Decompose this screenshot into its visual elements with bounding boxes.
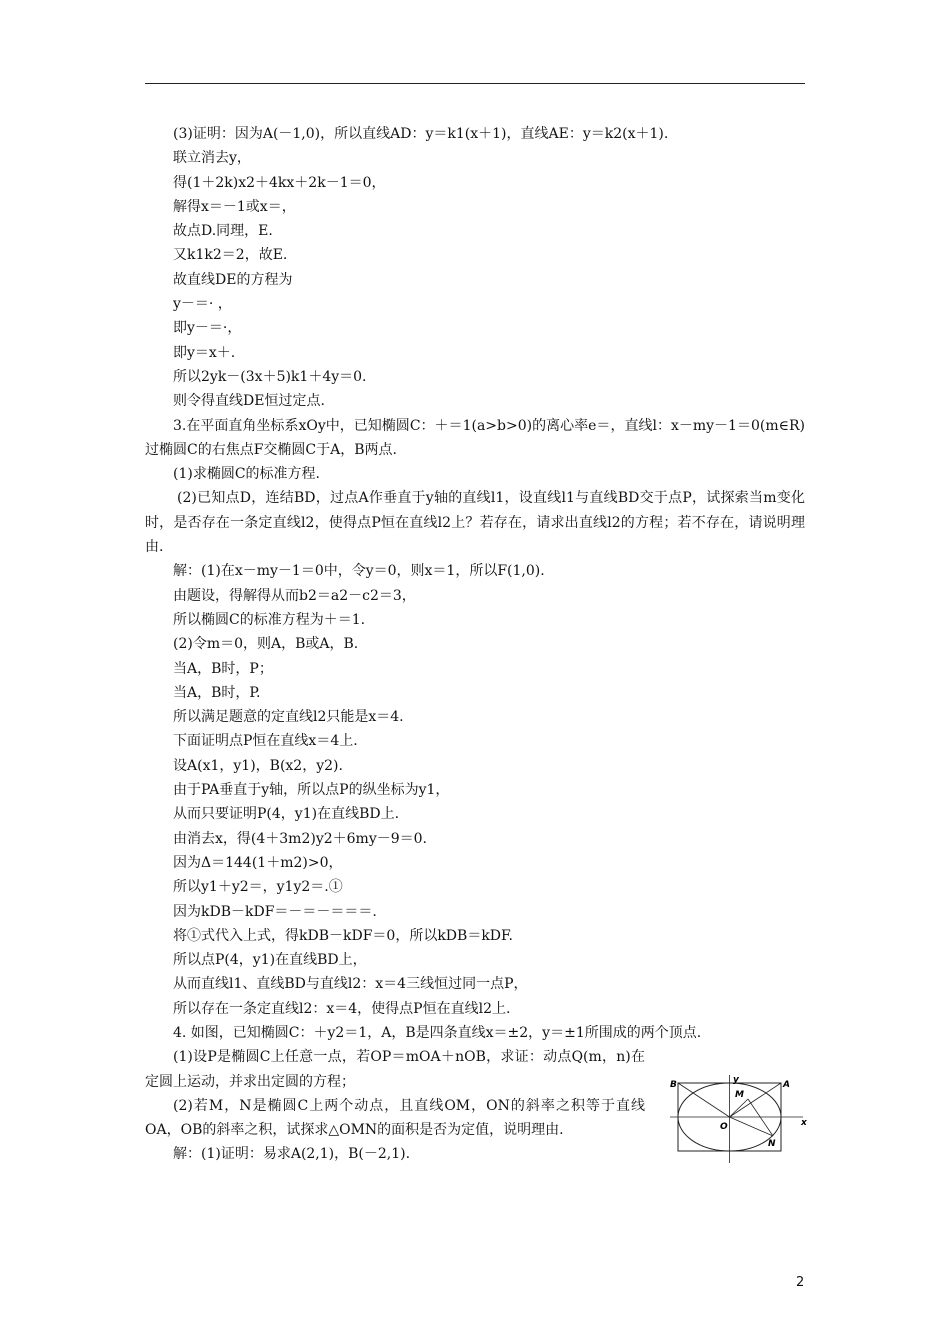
text-line: 又k1k2＝2，故E.	[173, 247, 288, 264]
problem3-q1: (1)求椭圆C的标准方程.	[173, 466, 320, 483]
text-line: (3)证明：因为A(－1,0)，所以直线AD：y＝k1(x＋1)，直线AE：y＝k2(x＋1).	[173, 126, 669, 142]
ellipse-figure	[670, 1073, 810, 1165]
solution-line: 由题设，得解得从而b2＝a2－c2＝3，	[173, 587, 416, 604]
label-y: y	[733, 1075, 739, 1085]
problem3-stem: 3.在平面直角坐标系xOy中，已知椭圆C：＋＝1(a>b>0)的离心率e＝，直线l：x－my－1＝0(m∈R)过椭圆C的右焦点F交椭圆C于A，B两点.	[145, 417, 805, 458]
solution-line: 当A，B时，P；	[173, 660, 273, 677]
solution-line: (2)令m＝0，则A，B或A，B.	[173, 636, 359, 653]
label-a: A	[783, 1080, 790, 1090]
solution-line: 解：(1)在x－my－1＝0中，令y＝0，则x＝1，所以F(1,0).	[173, 563, 545, 580]
solution-line: 当A，B时，P.	[173, 684, 261, 701]
problem4-q2: (2)若M，N是椭圆C上两个动点，且直线OM，ON的斜率之积等于直线OA，OB的斜率之积，试探求△OMN的面积是否为定值，说明理由.	[145, 1097, 645, 1139]
problem4-stem: 4. 如图，已知椭圆C：＋y2＝1，A，B是四条直线x＝±2，y＝±1所围成的两个顶点.	[173, 1024, 702, 1041]
text-line: 联立消去y，	[173, 150, 251, 167]
solution-line: 所以点P(4，y1)在直线BD上，	[173, 952, 367, 969]
text-line: 故点D.同理，E.	[173, 223, 273, 240]
text-line: 所以2yk－(3x＋5)k1＋4y＝0.	[173, 368, 367, 385]
label-n: N	[768, 1139, 776, 1149]
text-line: 即y＝x＋.	[173, 344, 236, 361]
solution-line: 所以y1＋y2＝，y1y2＝.①	[173, 879, 343, 896]
header-rule	[145, 83, 805, 84]
text-line: 得(1＋2k)x2＋4kx＋2k－1＝0，	[173, 174, 386, 191]
line-oa	[730, 1083, 782, 1117]
solution-line: 所以椭圆C的标准方程为＋＝1.	[173, 611, 366, 628]
solution-line: 所以存在一条定直线l2：x＝4，使得点P恒在直线l2上.	[173, 1000, 511, 1017]
solution-line: 从而直线l1、直线BD与直线l2：x＝4三线恒过同一点P，	[173, 976, 528, 993]
problem4-solution-start: 解：(1)证明：易求A(2,1)，B(－2,1).	[173, 1146, 411, 1163]
text-line: 则令得直线DE恒过定点.	[173, 393, 325, 410]
solution-line: 因为Δ＝144(1＋m2)>0，	[173, 854, 343, 871]
text-line: 故直线DE的方程为	[173, 271, 293, 288]
label-o: O	[720, 1122, 728, 1132]
solution-line: 所以满足题意的定直线l2只能是x＝4.	[173, 709, 404, 726]
label-m: M	[735, 1090, 744, 1100]
page-body	[145, 122, 805, 1167]
problem3-q2: (2)已知点D，连结BD，过点A作垂直于y轴的直线l1，设直线l1与直线BD交于点P，试探索当m变化时，是否存在一条定直线l2，使得点P恒在直线l2上？若存在，请求出直线l2的方程；若不存在，请说明理由.	[145, 490, 805, 556]
solution-line: 将①式代入上式，得kDB－kDF＝0，所以kDB＝kDF.	[173, 927, 514, 944]
solution-line: 由消去x，得(4＋3m2)y2＋6my－9＝0.	[173, 830, 427, 847]
solution-line: 下面证明点P恒在直线x＝4上.	[173, 733, 358, 750]
label-x: x	[801, 1118, 807, 1128]
solution-line: 设A(x1，y1)，B(x2，y2).	[173, 757, 343, 774]
solution-line: 由于PA垂直于y轴，所以点P的纵坐标为y1，	[173, 782, 450, 799]
solution-line: 因为kDB－kDF＝－＝－＝＝＝.	[173, 903, 377, 920]
page-number: 2	[796, 1275, 805, 1290]
solution-line: 从而只要证明P(4，y1)在直线BD上.	[173, 806, 400, 823]
text-line: 解得x＝－1或x＝，	[173, 198, 296, 215]
line-om	[730, 1099, 749, 1117]
label-b: B	[670, 1080, 677, 1090]
line-ob	[678, 1083, 730, 1117]
problem4-q1: (1)设P是椭圆C上任意一点，若OP＝mOA＋nOB，求证：动点Q(m，n)在定圆上运动，并求出定圆的方程；	[145, 1049, 645, 1090]
text-line: 即y－＝·，	[173, 320, 242, 337]
text-line: y－＝· ，	[173, 296, 232, 313]
